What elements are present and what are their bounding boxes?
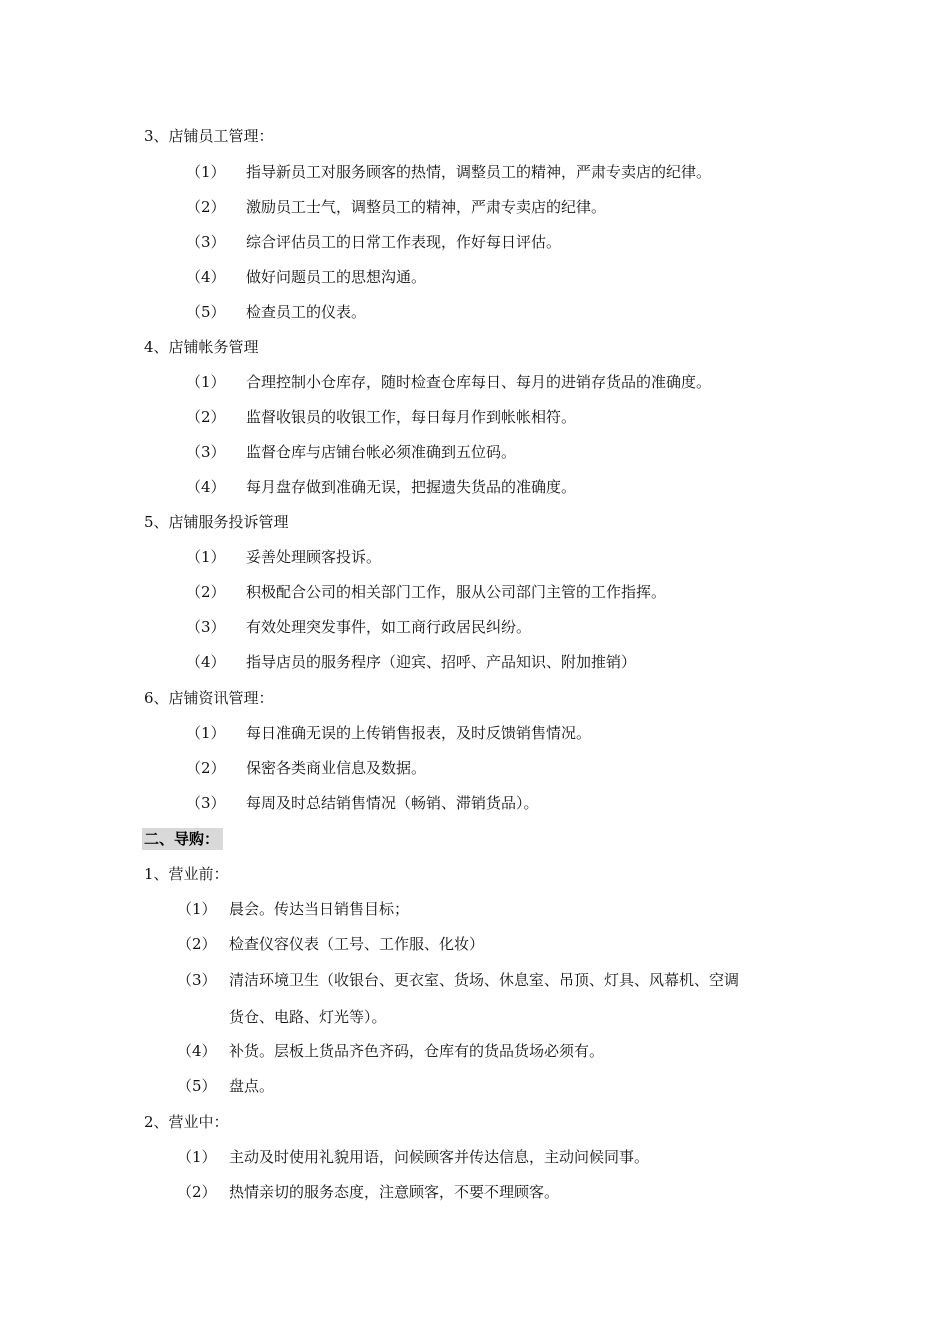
item-number: （1） <box>186 163 226 181</box>
item-text: 每日准确无误的上传销售报表，及时反馈销售情况。 <box>246 724 592 742</box>
item-number: （1） <box>177 900 217 918</box>
item-number: （5） <box>177 1077 217 1095</box>
item-text: 有效处理突发事件，如工商行政居民纠纷。 <box>246 618 532 636</box>
list-item <box>186 793 539 813</box>
list-item <box>177 970 739 990</box>
list-item <box>186 197 606 217</box>
item-text: 保密各类商业信息及数据。 <box>246 759 427 777</box>
heading-accounts-management: 4、店铺帐务管理 <box>144 338 259 356</box>
item-text: 监督仓库与店铺台帐必须准确到五位码。 <box>246 443 517 461</box>
item-text: 检查员工的仪表。 <box>246 303 367 321</box>
item-number: （3） <box>177 971 217 989</box>
list-item <box>177 899 409 919</box>
item-number: （3） <box>186 443 226 461</box>
item-text: 做好问题员工的思想沟通。 <box>246 268 427 286</box>
item-number: （1） <box>186 548 226 566</box>
item-text-continuation: 货仓、电路、灯光等）。 <box>229 1008 387 1026</box>
item-text: 指导店员的服务程序（迎宾、招呼、产品知识、附加推销） <box>246 653 637 671</box>
item-text: 激励员工士气，调整员工的精神，严肃专卖店的纪律。 <box>246 198 607 216</box>
list-item <box>186 617 531 637</box>
item-text: 积极配合公司的相关部门工作，服从公司部门主管的工作指挥。 <box>246 583 667 601</box>
section-title-shopping-guide: 二、导购： <box>142 828 223 850</box>
item-number: （1） <box>177 1148 217 1166</box>
item-text: 清洁环境卫生（收银台、更衣室、货场、休息室、吊顶、灯具、风幕机、空调 <box>229 971 740 989</box>
list-item <box>186 547 381 567</box>
list-item <box>186 582 666 602</box>
list-item <box>186 652 636 672</box>
list-item <box>186 477 576 497</box>
item-number: （2） <box>186 198 226 216</box>
item-text: 热情亲切的服务态度，注意顾客，不要不理顾客。 <box>229 1183 560 1201</box>
item-number: （4） <box>186 478 226 496</box>
item-text: 每月盘存做到准确无误，把握遗失货品的准确度。 <box>246 478 577 496</box>
list-item <box>177 1147 649 1167</box>
heading-before-opening: 1、营业前： <box>144 865 229 883</box>
list-item <box>186 407 576 427</box>
item-number: （3） <box>186 233 226 251</box>
list-item <box>177 1076 274 1096</box>
item-number: （2） <box>186 759 226 777</box>
item-text: 补货。层板上货品齐色齐码，仓库有的货品货场必须有。 <box>229 1042 605 1060</box>
item-text: 每周及时总结销售情况（畅销、滞销货品）。 <box>246 794 539 812</box>
list-item <box>186 372 711 392</box>
list-item <box>186 232 561 252</box>
item-text: 合理控制小仓库存，随时检查仓库每日、每月的进销存货品的准确度。 <box>246 373 712 391</box>
heading-staff-management: 3、店铺员工管理： <box>144 127 274 145</box>
list-item <box>177 1182 559 1202</box>
item-text: 监督收银员的收银工作，每日每月作到帐帐相符。 <box>246 408 577 426</box>
list-item <box>186 442 516 462</box>
item-text: 盘点。 <box>229 1077 275 1095</box>
item-number: （2） <box>177 1183 217 1201</box>
item-number: （3） <box>186 618 226 636</box>
list-item <box>186 758 426 778</box>
item-text: 检查仪容仪表（工号、工作服、化妆） <box>229 935 485 953</box>
item-number: （3） <box>186 794 226 812</box>
item-text: 综合评估员工的日常工作表现，作好每日评估。 <box>246 233 562 251</box>
heading-complaint-management: 5、店铺服务投诉管理 <box>144 513 289 531</box>
item-number: （1） <box>186 373 226 391</box>
list-item <box>186 267 426 287</box>
item-number: （2） <box>186 408 226 426</box>
heading-info-management: 6、店铺资讯管理： <box>144 689 274 707</box>
list-item <box>186 302 366 322</box>
item-number: （5） <box>186 303 226 321</box>
item-number: （2） <box>186 583 226 601</box>
list-item <box>177 1041 604 1061</box>
item-text: 晨会。传达当日销售目标； <box>229 900 410 918</box>
item-text: 妥善处理顾客投诉。 <box>246 548 382 566</box>
item-number: （4） <box>177 1042 217 1060</box>
item-number: （4） <box>186 268 226 286</box>
list-item <box>186 162 711 182</box>
item-number: （2） <box>177 935 217 953</box>
item-number: （1） <box>186 724 226 742</box>
item-number: （4） <box>186 653 226 671</box>
list-item <box>177 934 484 954</box>
heading-during-business: 2、营业中： <box>144 1113 229 1131</box>
item-text: 主动及时使用礼貌用语，问候顾客并传达信息，主动问候同事。 <box>229 1148 650 1166</box>
list-item <box>186 723 591 743</box>
item-text: 指导新员工对服务顾客的热情，调整员工的精神，严肃专卖店的纪律。 <box>246 163 712 181</box>
